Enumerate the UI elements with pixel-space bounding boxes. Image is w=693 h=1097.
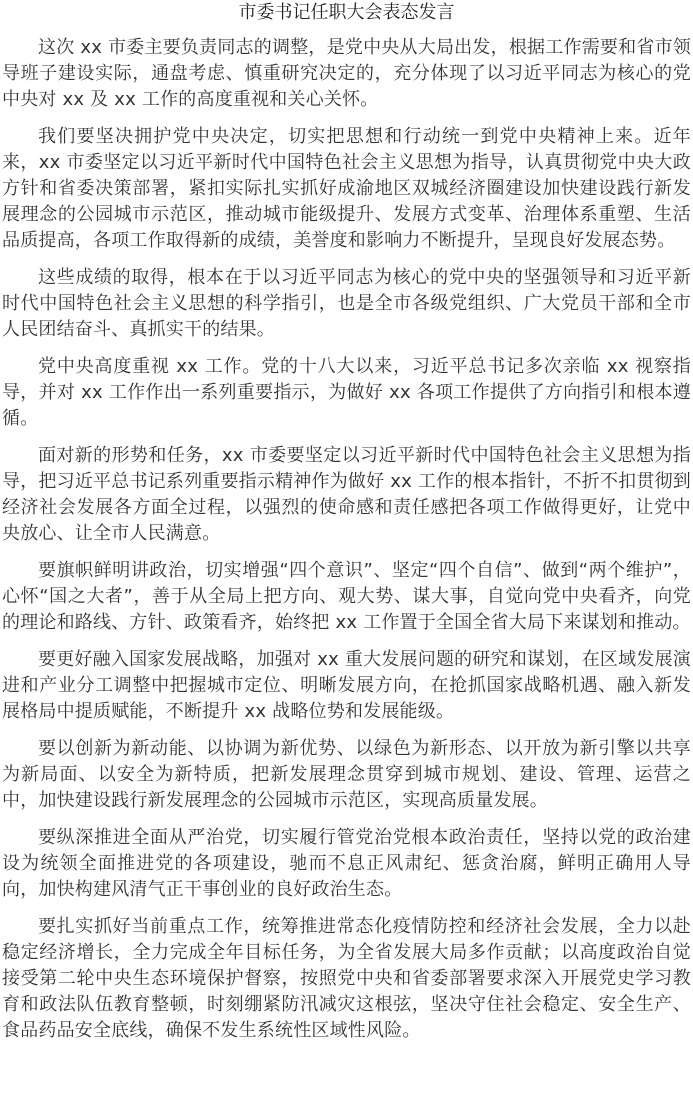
paragraph-3: 这些成绩的取得，根本在于以习近平同志为核心的党中央的坚强领导和习近平新时代中国特色社会主义思想的科学指引，也是全市各级党组织、广大党员干部和全市人民团结奋斗、真抓实干的结果。 xyxy=(2,267,691,340)
paragraph-9: 要纵深推进全面从严治党，切实履行管党治党根本政治责任，坚持以党的政治建设为统领全面推进党的各项建设，驰而不息正风肃纪、惩贪治腐，鲜明正确用人导向，加快构建风清气正干事创业的良好政治生态。 xyxy=(2,827,691,900)
paragraph-7: 要更好融入国家发展战略，加强对 xx 重大发展问题的研究和谋划，在区域发展演进和产业分工调整中把握城市定位、明晰发展方向，在抢抓国家战略机遇、融入新发展格局中提质赋能，不断提升 xx 战略位势和发展能级。 xyxy=(2,649,691,722)
paragraph-10: 要扎实抓好当前重点工作，统筹推进常态化疫情防控和经济社会发展，全力以赴稳定经济增长，全力完成全年目标任务，为全省发展大局多作贡献；以高度政治自觉接受第二轮中央生态环境保护督察，按照党中央和省委部署要求深入开展党史学习教育和政法队伍教育整顿，时刻绷紧防汛减灾这根弦，坚决守住社会稳定、安全生产、食品药品安全底线，确保不发生系统性区域性风险。 xyxy=(2,916,691,1041)
paragraph-4: 党中央高度重视 xx 工作。党的十八大以来，习近平总书记多次亲临 xx 视察指导，并对 xx 工作作出一系列重要指示，为做好 xx 各项工作提供了方向指引和根本遵循。 xyxy=(2,356,691,429)
paragraph-2: 我们要坚决拥护党中央决定，切实把思想和行动统一到党中央精神上来。近年来，xx 市委坚定以习近平新时代中国特色社会主义思想为指导，认真贯彻党中央大政方针和省委决策部署，紧扣实际扎实抓好成渝地区双城经济圈建设加快建设践行新发展理念的公园城市示范区，推动城市能级提升、发展方式变革、治理体系重塑、生活品质提高，各项工作取得新的成绩，美誉度和影响力不断提升，呈现良好发展态势。 xyxy=(2,126,691,251)
paragraph-1: 这次 xx 市委主要负责同志的调整，是党中央从大局出发，根据工作需要和省市领导班子建设实际，通盘考虑、慎重研究决定的，充分体现了以习近平同志为核心的党中央对 xx 及 xx 工作的高度重视和关心关怀。 xyxy=(2,37,691,110)
paragraph-8: 要以创新为新动能、以协调为新优势、以绿色为新形态、以开放为新引擎以共享为新局面、以安全为新特质，把新发展理念贯穿到城市规划、建设、管理、运营之中，加快建设践行新发展理念的公园城市示范区，实现高质量发展。 xyxy=(2,738,691,811)
paragraph-6: 要旗帜鲜明讲政治，切实增强“四个意识”、坚定“四个自信”、做到“两个维护”，心怀“国之大者”，善于从全局上把方向、观大势、谋大事，自觉向党中央看齐，向党的理论和路线、方针、政策看齐，始终把 xx 工作置于全国全省大局下来谋划和推动。 xyxy=(2,560,691,633)
document-title: 市委书记任职大会表态发言 xyxy=(238,2,455,23)
paragraph-5: 面对新的形势和任务，xx 市委要坚定以习近平新时代中国特色社会主义思想为指导，把习近平总书记系列重要指示精神作为做好 xx 工作的根本指针，不折不扣贯彻到经济社会发展各方面全过程，以强烈的使命感和责任感把各项工作做得更好，让党中央放心、让全市人民满意。 xyxy=(2,445,691,544)
